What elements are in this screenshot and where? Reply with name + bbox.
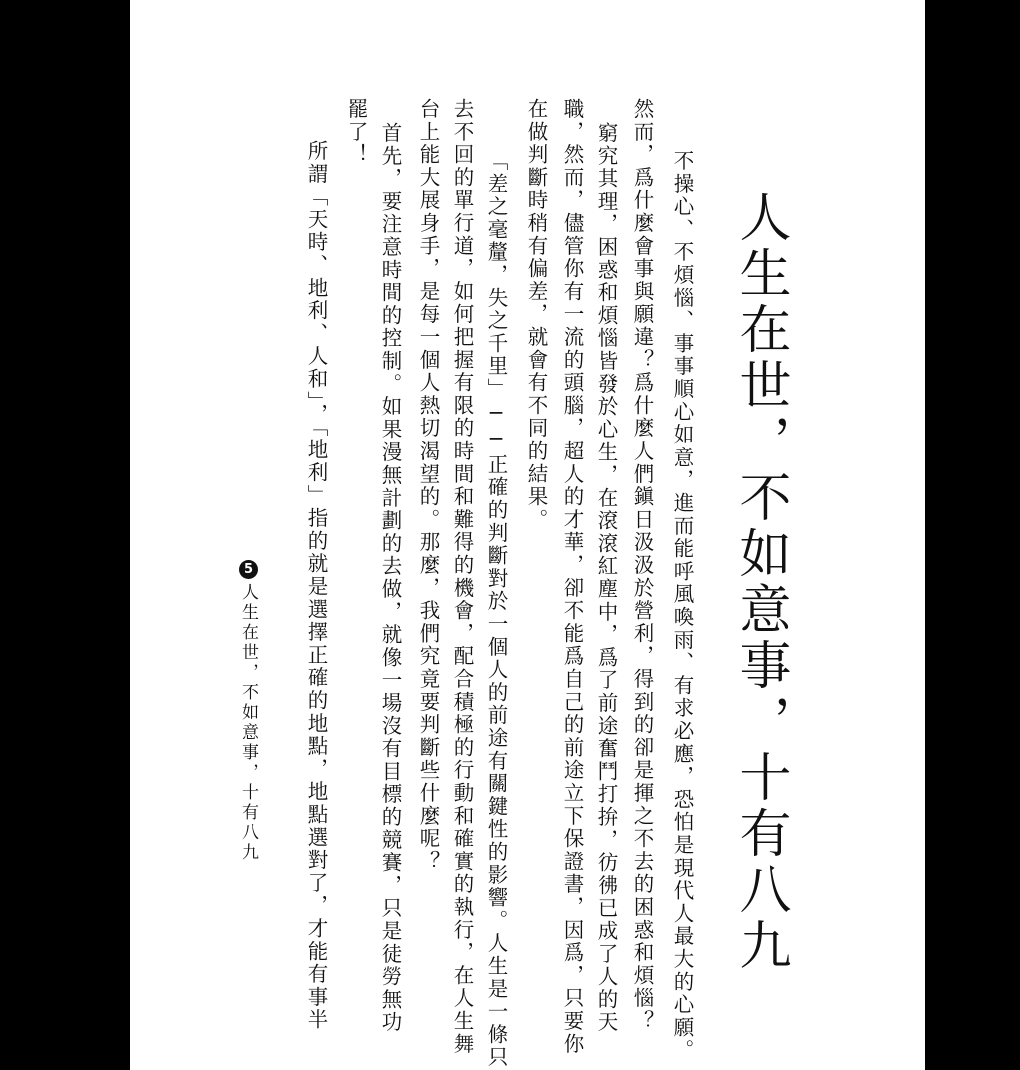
text-line: 罷了！: [344, 98, 368, 167]
running-title: 人生在世，不如意事，十有八九: [238, 583, 258, 863]
text-line: 台上能大展身手，是每一個人熱切渴望的。那麼，我們究竟要判斷些什麼呢？: [416, 98, 440, 874]
text-line: 在做判斷時稍有偏差，就會有不同的結果。: [524, 98, 548, 532]
chapter-title: 人生在世，不如意事，十有八九: [730, 190, 790, 974]
text-line: 「差之毫釐，失之千里」──正確的判斷對於一個人的前途有關鍵性的影響。人生是一條只: [484, 150, 508, 1069]
text-line: 首先，要注意時間的控制。如果漫無計劃的去做，就像一場沒有目標的競賽，只是徒勞無功: [378, 122, 402, 1034]
text-line: 然而，爲什麼會事與願違？爲什麼人們鎭日汲汲於營利，得到的卻是揮之不去的困惑和煩惱？: [630, 98, 654, 1033]
text-line: 窮究其理，困惑和煩惱皆發於心生，在滾滾紅塵中，爲了前途奮鬥打拚，彷彿已成了人的天: [594, 122, 618, 1034]
text-line: 不操心、不煩惱、事事順心如意，進而能呼風喚雨、有求必應，恐怕是現代人最大的心願。: [670, 150, 694, 1062]
page-footer: [238, 560, 258, 863]
text-line: 職，然而，儘管你有一流的頭腦，超人的才華，卻不能爲自己的前途立下保證書，因爲，只要你: [560, 98, 584, 1056]
book-page: [130, 0, 925, 1070]
page-number-badge: 5: [241, 562, 256, 577]
text-line: 去不回的單行道，如何把握有限的時間和難得的機會，配合積極的行動和確實的執行，在人生舞: [450, 98, 474, 1056]
text-line: 所謂「天時、地利、人和」，「地利」指的就是選擇正確的地點，地點選對了，才能有事半: [304, 140, 328, 1032]
